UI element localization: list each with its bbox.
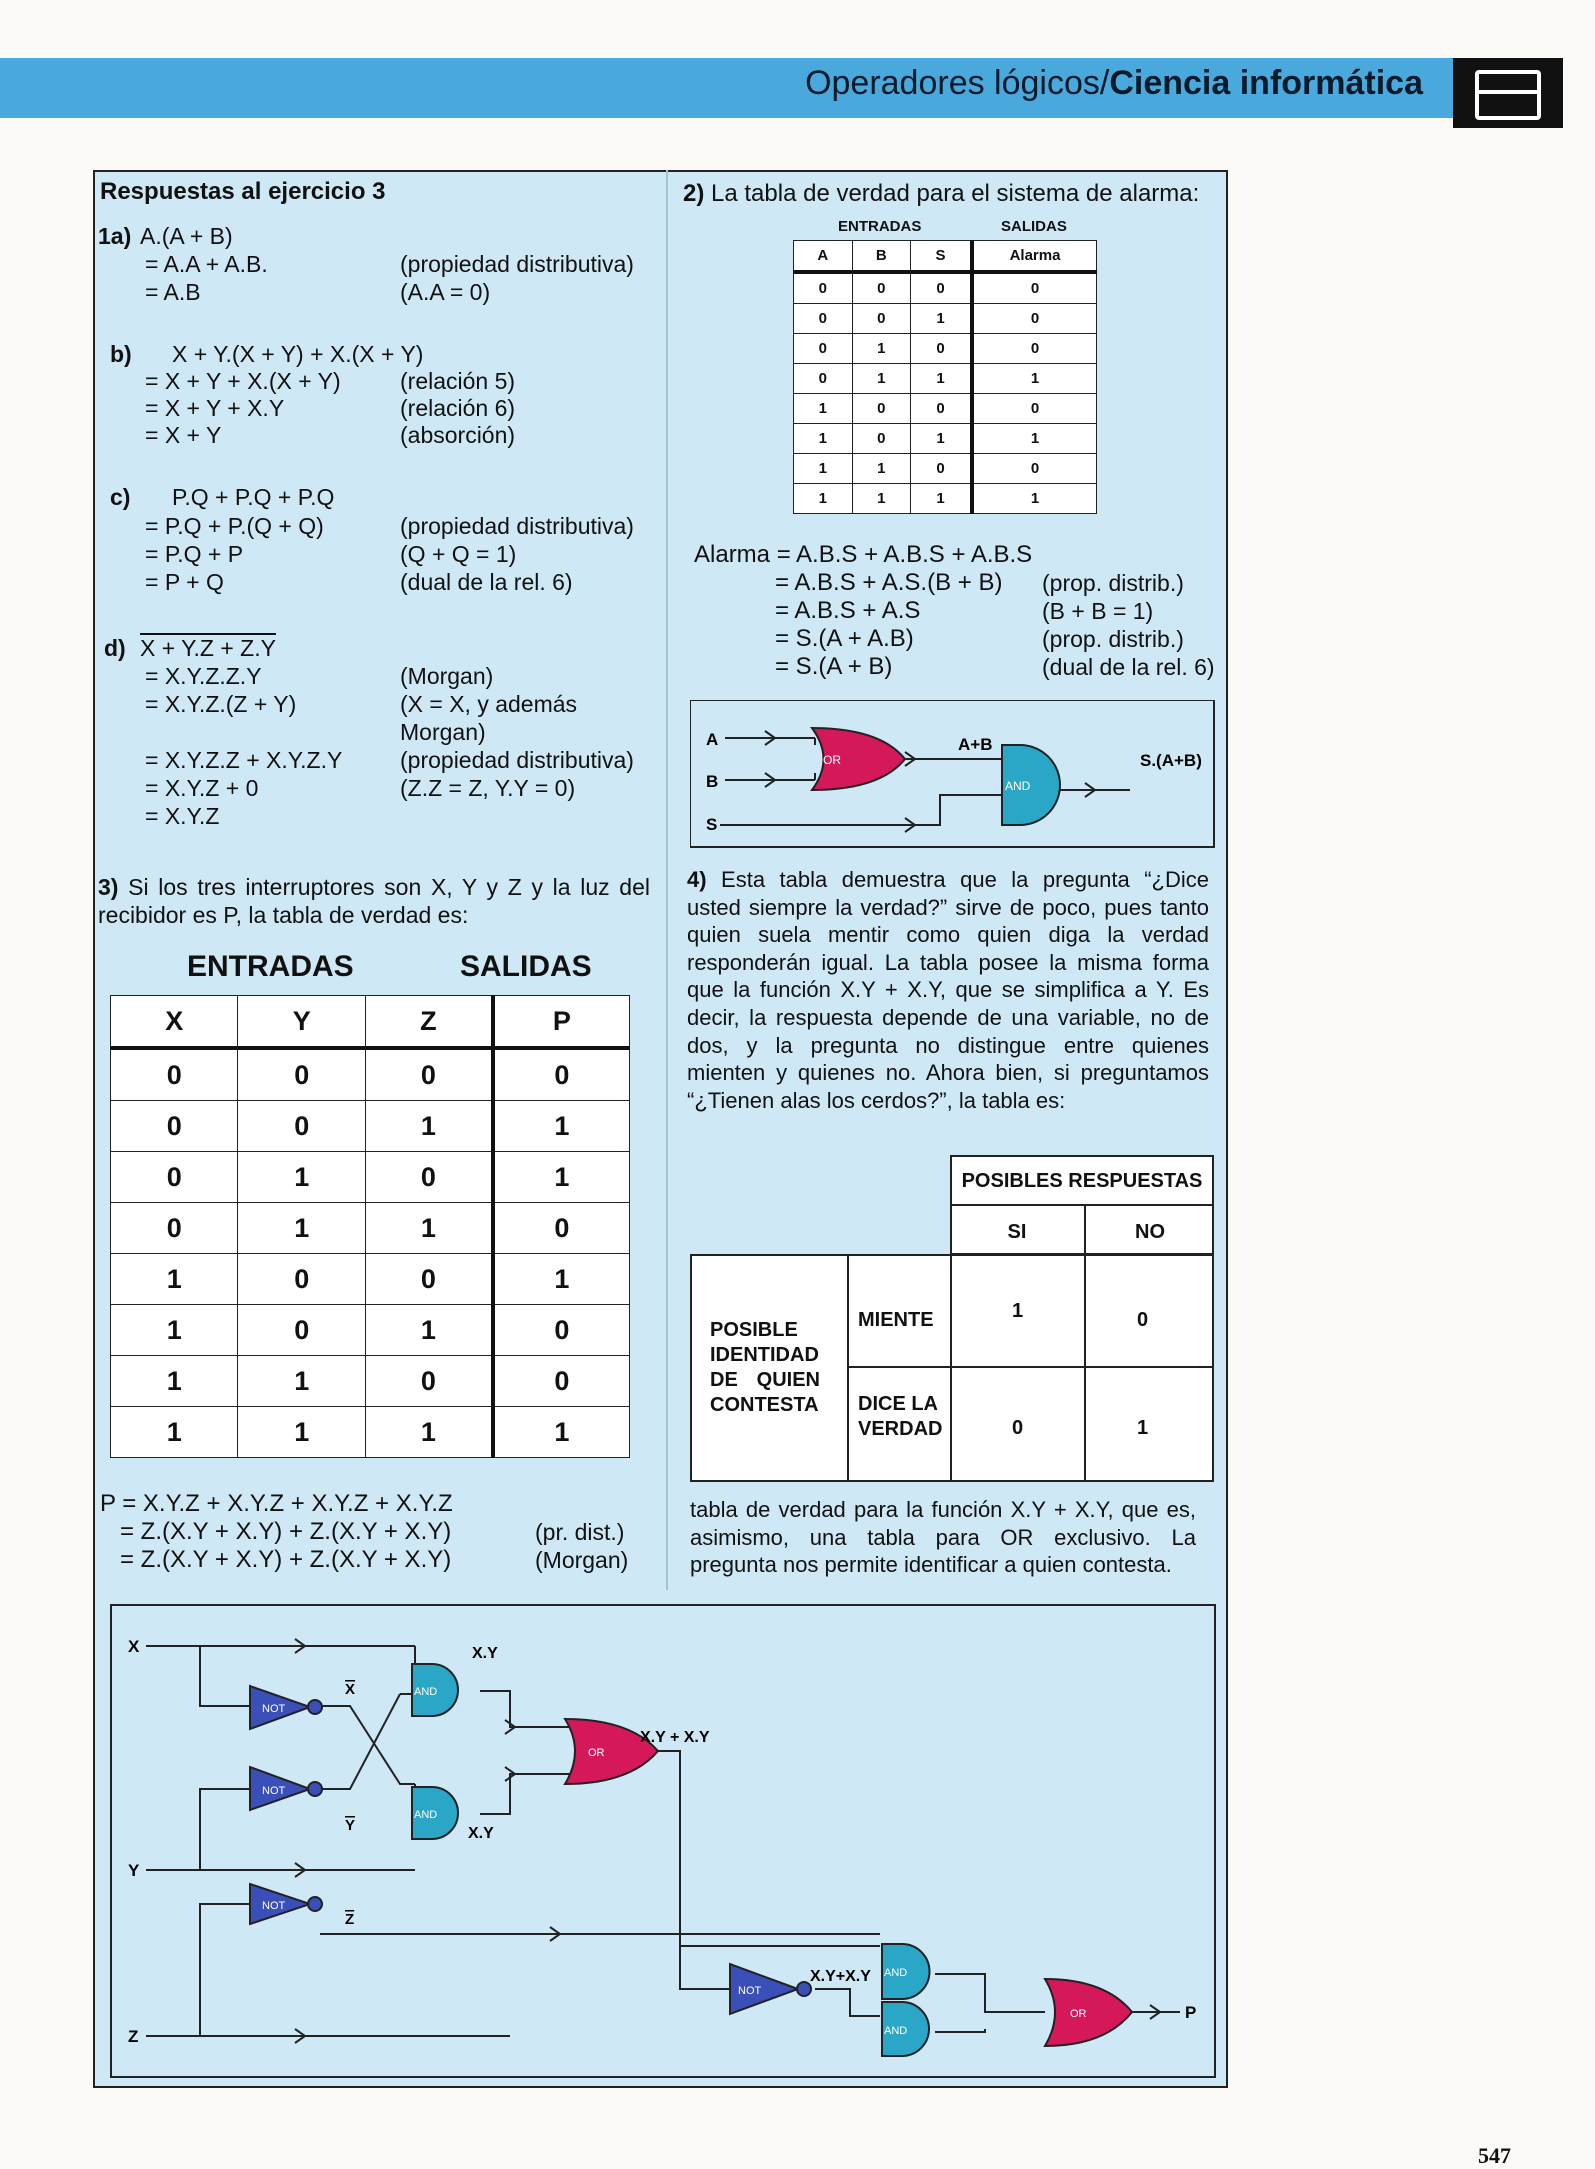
header-title-light: Operadores lógicos/	[805, 64, 1110, 102]
table-cell: 1	[794, 454, 853, 484]
ex1d-note3a: (X = X, y además	[400, 691, 578, 717]
ex1c-line3: = P.Q + P	[145, 541, 244, 567]
table-cell: 0	[911, 454, 972, 484]
table-cell: 0	[852, 304, 911, 334]
ex1c-line1: P.Q + P.Q + P.Q	[172, 484, 335, 510]
circ2-xbar-label: X	[345, 1681, 356, 1698]
light-circuit-frame	[111, 1605, 1215, 2077]
table-cell: 1	[365, 1203, 492, 1254]
table-cell: 1	[238, 1152, 365, 1203]
circ2-sum-label: X.Y + X.Y	[640, 1729, 710, 1746]
tbl4-cell-miente-si: 1	[1012, 1300, 1024, 1322]
ex1c-label: c)	[110, 484, 131, 510]
ex1d-line6: = X.Y.Z + 0	[145, 775, 259, 801]
table-cell: 0	[852, 272, 911, 304]
ex4-paragraph	[687, 866, 1209, 1114]
computer-screen-icon	[1453, 58, 1563, 128]
circ1-and-label: AND	[1005, 779, 1031, 793]
p-equation-line2: = Z.(X.Y + X.Y) + Z.(X.Y + X.Y)	[120, 1518, 452, 1545]
tbl1-entradas-title: ENTRADAS	[838, 218, 922, 235]
tbl1-head-b: B	[852, 241, 911, 273]
table-cell: 1	[972, 424, 1097, 454]
table-cell: 0	[794, 272, 853, 304]
tbl1-head-s: S	[911, 241, 972, 273]
ex1d-line3: = X.Y.Z.(Z + Y)	[145, 691, 297, 717]
ex1c-line4: = P + Q	[145, 569, 224, 595]
table-cell: 1	[111, 1305, 238, 1356]
ex1b-line3: = X + Y + X.Y	[145, 395, 285, 421]
table-cell: 1	[238, 1356, 365, 1407]
ex1d-label: d)	[104, 635, 126, 661]
circ2-and-label: AND	[414, 1686, 438, 1698]
table-row	[111, 1356, 630, 1407]
answers-heading: Respuestas al ejercicio 3	[100, 178, 386, 205]
circ2-ybar-label: Y	[345, 1817, 356, 1834]
ex1d-line7: = X.Y.Z	[145, 803, 220, 829]
ex1a-note2: (propiedad distributiva)	[400, 251, 634, 277]
circ2-not-label: NOT	[262, 1703, 286, 1715]
p-equation-note2: (pr. dist.)	[535, 1519, 625, 1545]
ex4-text: Esta tabla demuestra que la pregunta “¿Dice usted siempre la verdad?” sirve de poco, pues tanto quien suela mentir como quien diga la verdad responderán igual. La tabla posee la misma forma que la función X.Y + X.Y, que se simplifica a Y. Es decir, la respuesta depende de una variable, no de dos, y la pregunta no distingue entre quienes mienten y quienes no. Ahora bien, si preguntamos “¿Tienen alas los cerdos?”, la tabla es:	[687, 867, 1209, 1113]
table-cell: 0	[972, 454, 1097, 484]
ex4-after-text: tabla de verdad para la función X.Y + X.Y, que es, asimismo, una tabla para OR exclusivo. La pregunta nos permite identificar a quien contesta.	[690, 1497, 1196, 1578]
ex1a-label: 1a)	[98, 223, 132, 249]
alarm-note2: (prop. distrib.)	[1042, 570, 1184, 596]
tbl3-entradas-title: ENTRADAS	[187, 950, 354, 983]
ex1b-line1: X + Y.(X + Y) + X.(X + Y)	[172, 341, 424, 367]
table-row	[794, 272, 1097, 304]
table-row	[111, 1203, 630, 1254]
circ2-sum2-label: X.Y+X.Y	[810, 1968, 871, 1985]
table-row	[794, 364, 1097, 394]
ex1d-note6: (Z.Z = Z, Y.Y = 0)	[400, 775, 576, 801]
circ1-or-label: OR	[823, 753, 841, 767]
table-row	[111, 1407, 630, 1458]
table-cell: 0	[972, 334, 1097, 364]
table-cell: 1	[493, 1407, 630, 1458]
table-cell: 1	[911, 364, 972, 394]
circ1-label-s: S	[706, 815, 718, 834]
p-equation-line1: P = X.Y.Z + X.Y.Z + X.Y.Z + X.Y.Z	[100, 1490, 453, 1517]
table-row	[794, 424, 1097, 454]
tbl1-salidas-title: SALIDAS	[1001, 218, 1067, 235]
table-cell: 1	[972, 484, 1097, 514]
table-row	[794, 394, 1097, 424]
p-equation-note3: (Morgan)	[535, 1547, 629, 1573]
table-cell: 1	[365, 1101, 492, 1152]
ex1c-note4: (dual de la rel. 6)	[400, 569, 573, 595]
alarm-note5: (dual de la rel. 6)	[1042, 654, 1215, 680]
table-cell: 0	[972, 272, 1097, 304]
tbl3-head-p: P	[493, 996, 630, 1049]
ex1b-note3: (relación 6)	[400, 395, 516, 421]
table-cell: 0	[972, 394, 1097, 424]
table-cell: 0	[111, 1048, 238, 1101]
table-row	[111, 1254, 630, 1305]
circ2-and-label: AND	[884, 2025, 908, 2037]
tbl4-side-label: POSIBLE IDENTIDAD DE QUIEN CONTESTA	[710, 1319, 820, 1416]
table-cell: 1	[911, 304, 972, 334]
alarm-circuit-diagram	[690, 700, 1215, 848]
table-cell: 1	[238, 1407, 365, 1458]
table-cell: 1	[852, 454, 911, 484]
table-cell: 0	[365, 1152, 492, 1203]
table-cell: 1	[493, 1152, 630, 1203]
table-row	[111, 1101, 630, 1152]
page-number: 547	[1478, 2143, 1511, 2168]
table-cell: 0	[493, 1305, 630, 1356]
table-cell: 1	[911, 484, 972, 514]
circ2-input-y: Y	[128, 1861, 140, 1880]
table-cell: 1	[238, 1203, 365, 1254]
tbl3-head-x: X	[111, 996, 238, 1049]
alarm-eq-line5: = S.(A + B)	[775, 653, 893, 680]
ex1c-note3: (Q + Q = 1)	[400, 541, 517, 567]
table-row	[111, 1048, 630, 1101]
table-cell: 1	[852, 364, 911, 394]
table-cell: 0	[111, 1101, 238, 1152]
tbl3-salidas-title: SALIDAS	[460, 950, 592, 983]
table-cell: 0	[365, 1356, 492, 1407]
light-circuit-diagram	[110, 1604, 1216, 2078]
alarm-eq-line1: Alarma = A.B.S + A.B.S + A.B.S	[694, 541, 1033, 568]
page-header-title	[805, 64, 1423, 103]
table-cell: 0	[852, 424, 911, 454]
circ2-not-label: NOT	[738, 1985, 762, 1997]
tbl4-col-no: NO	[1135, 1221, 1165, 1243]
table-cell: 0	[794, 304, 853, 334]
ex1d-line1: X + Y.Z + Z.Y	[140, 635, 276, 661]
truth-table-alarm	[793, 240, 1097, 514]
table-cell: 0	[794, 364, 853, 394]
tbl3-head-z: Z	[365, 996, 492, 1049]
circ1-out-label: S.(A+B)	[1140, 751, 1202, 770]
ex1b-line4: = X + Y	[145, 422, 222, 448]
ex2-label: 2)	[683, 180, 705, 207]
tbl4-row-miente: MIENTE	[858, 1309, 934, 1331]
circ2-input-z: Z	[128, 2027, 139, 2046]
table-cell: 1	[852, 334, 911, 364]
table-cell: 1	[794, 394, 853, 424]
table-cell: 0	[972, 304, 1097, 334]
table-cell: 0	[493, 1048, 630, 1101]
ex1d-note2: (Morgan)	[400, 663, 494, 689]
ex1d-line5: = X.Y.Z.Z + X.Y.Z.Y	[145, 747, 343, 773]
ex1a-line3: = A.B	[145, 279, 201, 305]
table-cell: 1	[365, 1407, 492, 1458]
ex3-paragraph	[98, 873, 650, 929]
table-cell: 0	[911, 394, 972, 424]
table-cell: 1	[493, 1101, 630, 1152]
circ1-mid-label: A+B	[958, 735, 993, 754]
tbl3-head-y: Y	[238, 996, 365, 1049]
column-divider	[666, 170, 668, 1590]
alarm-eq-line3: = A.B.S + A.S	[775, 597, 921, 624]
table-cell: 1	[493, 1254, 630, 1305]
alarm-note4: (prop. distrib.)	[1042, 626, 1184, 652]
ex1a-note3: (A.A = 0)	[400, 279, 491, 305]
ex1d-note5: (propiedad distributiva)	[400, 747, 634, 773]
table-cell: 0	[238, 1254, 365, 1305]
tbl4-cell-verdad-no: 1	[1137, 1417, 1149, 1439]
circ2-output-p: P	[1185, 2003, 1197, 2022]
ex3-label: 3)	[98, 874, 119, 900]
p-equation-line3: = Z.(X.Y + X.Y) + Z.(X.Y + X.Y)	[120, 1546, 452, 1573]
table-row	[794, 304, 1097, 334]
tbl4-header: POSIBLES RESPUESTAS	[961, 1170, 1203, 1192]
table-cell: 1	[972, 364, 1097, 394]
table-cell: 0	[911, 272, 972, 304]
circ1-label-b: B	[706, 772, 719, 791]
alarm-eq-line4: = S.(A + A.B)	[775, 625, 914, 652]
circ2-xy1-label: X.Y	[472, 1645, 498, 1662]
truth-table-light	[110, 995, 630, 1458]
circ2-xy2-label: X.Y	[468, 1825, 494, 1842]
circ1-label-a: A	[706, 730, 719, 749]
circ2-zbar-label: Z	[345, 1911, 355, 1928]
table-cell: 0	[365, 1254, 492, 1305]
table-row	[111, 1152, 630, 1203]
table-cell: 1	[111, 1254, 238, 1305]
ex1c-note2: (propiedad distributiva)	[400, 513, 634, 539]
table-cell: 1	[365, 1305, 492, 1356]
circ2-or-label: OR	[1070, 2008, 1087, 2020]
tbl4-cell-miente-no: 0	[1137, 1309, 1149, 1331]
ex2-text: La tabla de verdad para el sistema de alarma:	[711, 180, 1200, 207]
table-row	[794, 454, 1097, 484]
ex1d-note3b: Morgan)	[400, 719, 486, 745]
ex3-text: Si los tres interruptores son X, Y y Z y la luz del recibidor es P, la tabla de verdad es:	[98, 874, 650, 928]
header-title-bold: Ciencia informática	[1109, 64, 1423, 102]
table-row	[111, 1305, 630, 1356]
tbl1-head-a: A	[794, 241, 853, 273]
ex1b-label: b)	[110, 341, 132, 367]
ex1b-line2: = X + Y + X.(X + Y)	[145, 368, 341, 394]
tbl1-head-alarma: Alarma	[972, 241, 1097, 273]
circ2-input-x: X	[128, 1637, 140, 1656]
table-cell: 0	[111, 1203, 238, 1254]
table-cell: 1	[794, 484, 853, 514]
table-cell: 0	[852, 394, 911, 424]
table-cell: 0	[493, 1356, 630, 1407]
table-cell: 0	[238, 1048, 365, 1101]
table-cell: 1	[111, 1356, 238, 1407]
circ2-or-label: OR	[588, 1747, 605, 1759]
circ2-not-label: NOT	[262, 1900, 286, 1912]
ex1d-line2: = X.Y.Z.Z.Y	[145, 663, 262, 689]
table-cell: 1	[794, 424, 853, 454]
table-cell: 0	[493, 1203, 630, 1254]
alarm-eq-line2: = A.B.S + A.S.(B + B)	[775, 569, 1003, 596]
table-cell: 1	[852, 484, 911, 514]
table-cell: 0	[794, 334, 853, 364]
table-cell: 0	[111, 1152, 238, 1203]
table-row	[794, 484, 1097, 514]
ex4-label: 4)	[687, 867, 707, 892]
circ2-and-label: AND	[414, 1809, 438, 1821]
tbl4-col-si: SI	[1007, 1221, 1027, 1243]
tbl4-row-dice-verdad: DICE LA VERDAD	[858, 1393, 943, 1440]
ex1a-line1: A.(A + B)	[140, 223, 233, 249]
ex1c-line2: = P.Q + P.(Q + Q)	[145, 513, 324, 539]
tbl4-cell-verdad-si: 0	[1012, 1417, 1024, 1439]
table-cell: 0	[238, 1101, 365, 1152]
ex1a-line2: = A.A + A.B.	[145, 251, 268, 277]
circ2-not-label: NOT	[262, 1785, 286, 1797]
circ2-and-label: AND	[884, 1967, 908, 1979]
table-cell: 1	[111, 1407, 238, 1458]
table-cell: 0	[238, 1305, 365, 1356]
table-cell: 0	[911, 334, 972, 364]
table-row	[794, 334, 1097, 364]
table-cell: 0	[365, 1048, 492, 1101]
alarm-note3: (B + B = 1)	[1042, 598, 1154, 624]
table-cell: 1	[911, 424, 972, 454]
ex1b-note2: (relación 5)	[400, 368, 516, 394]
ex2-paragraph	[683, 180, 1199, 208]
ex1b-note4: (absorción)	[400, 422, 516, 448]
